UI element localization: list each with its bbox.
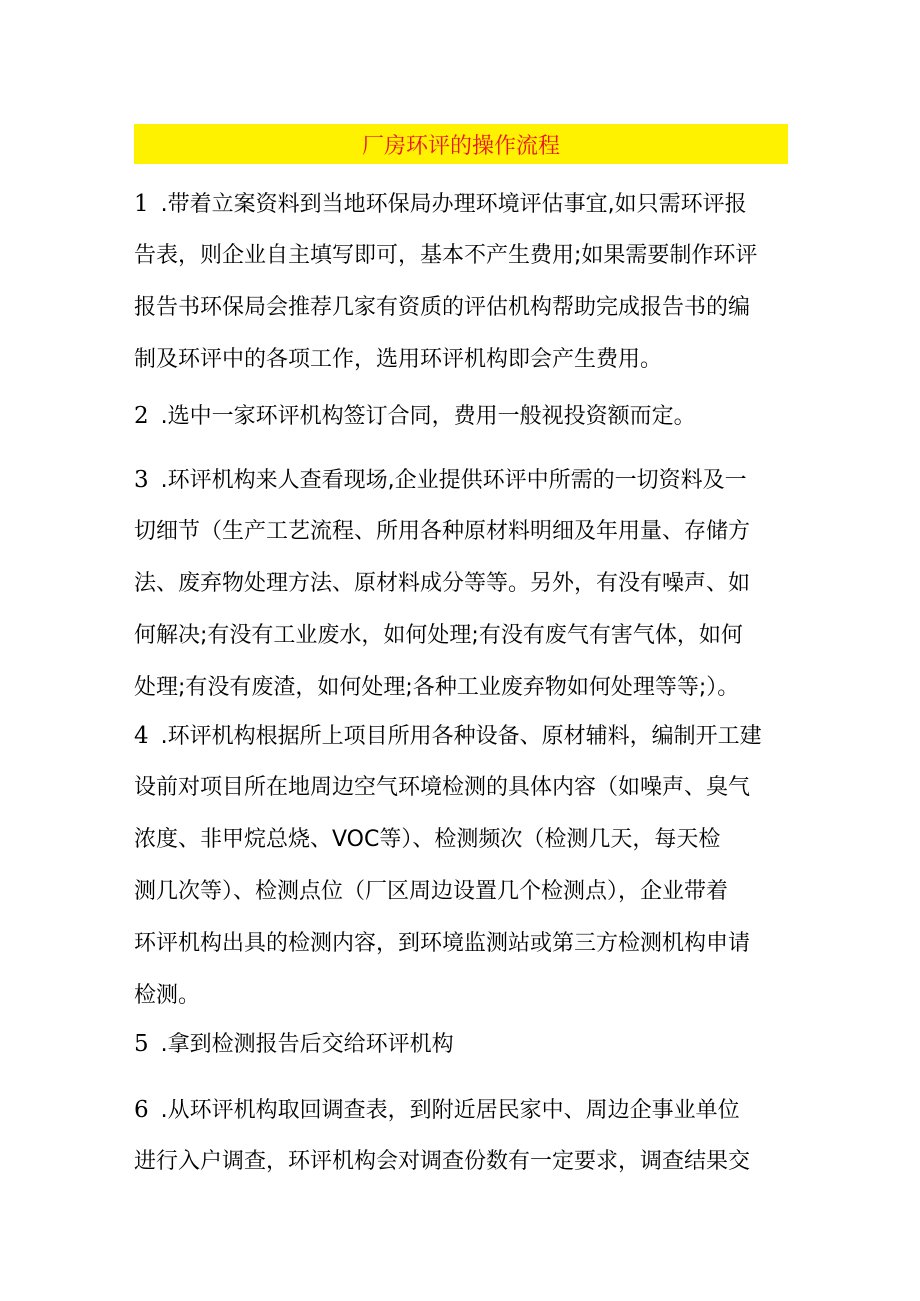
paragraph-line: 告表，则企业自主填写即可，基本不产生费用;如果需要制作环评 bbox=[134, 243, 758, 268]
paragraph-line: 3 .环评机构来人查看现场,企业提供环评中所需的一切资料及一 bbox=[134, 467, 747, 493]
paragraph-line: 进行入户调查，环评机构会对调查份数有一定要求，调查结果交 bbox=[134, 1149, 751, 1174]
title-banner bbox=[134, 124, 788, 164]
paragraph-line: 6 .从环评机构取回调查表，到附近居民家中、周边企事业单位 bbox=[134, 1097, 740, 1123]
paragraph-4 bbox=[134, 710, 794, 1022]
paragraph-line: 检测。 bbox=[134, 983, 201, 1008]
paragraph-2 bbox=[134, 390, 794, 442]
paragraph-number: 3 bbox=[134, 467, 149, 493]
paragraph-number: 4 bbox=[134, 723, 149, 749]
paragraph-3 bbox=[134, 454, 794, 714]
paragraph-5 bbox=[134, 1018, 794, 1070]
paragraph-number: 6 bbox=[134, 1097, 149, 1123]
paragraph-line: 法、废弃物处理方法、原材料成分等等。另外，有没有噪声、如 bbox=[134, 571, 751, 596]
paragraph-line: 切细节（生产工艺流程、所用各种原材料明细及年用量、存储方 bbox=[134, 519, 751, 544]
paragraph-line: 浓度、非甲烷总烧、VOC等）、检测频次（检测几天，每天检 bbox=[134, 827, 721, 852]
paragraph-line: 2 .选中一家环评机构签订合同，费用一般视投资额而定。 bbox=[134, 403, 696, 429]
paragraph-line: 何解决;有没有工业废水，如何处理;有没有废气有害气体，如何 bbox=[134, 623, 743, 648]
paragraph-6 bbox=[134, 1084, 794, 1188]
paragraph-number: 5 bbox=[134, 1031, 149, 1057]
paragraph-line: 4 .环评机构根据所上项目所用各种设备、原材辅料，编制开工建 bbox=[134, 723, 762, 749]
paragraph-number: 1 bbox=[134, 191, 149, 217]
paragraph-line: 1 .带着立案资料到当地环保局办理环境评估事宜,如只需环评报 bbox=[134, 191, 747, 217]
paragraph-line: 环评机构出具的检测内容，到环境监测站或第三方检测机构申请 bbox=[134, 931, 751, 956]
paragraph-line: 测几次等）、检测点位（厂区周边设置几个检测点），企业带着 bbox=[134, 879, 729, 904]
paragraph-line: 处理;有没有废渣，如何处理;各种工业废弃物如何处理等等;）。 bbox=[134, 675, 740, 700]
paragraph-number: 2 bbox=[134, 403, 149, 429]
paragraph-line: 5 .拿到检测报告后交给环评机构 bbox=[134, 1031, 454, 1057]
document-title: 厂房环评的操作流程 bbox=[361, 133, 560, 159]
paragraph-line: 报告书环保局会推荐几家有资质的评估机构帮助完成报告书的编 bbox=[134, 295, 751, 320]
paragraph-line: 设前对项目所在地周边空气环境检测的具体内容（如噪声、臭气 bbox=[134, 775, 751, 800]
paragraph-line: 制及环评中的各项工作，选用环评机构即会产生费用。 bbox=[134, 347, 663, 372]
paragraph-1 bbox=[134, 178, 794, 386]
